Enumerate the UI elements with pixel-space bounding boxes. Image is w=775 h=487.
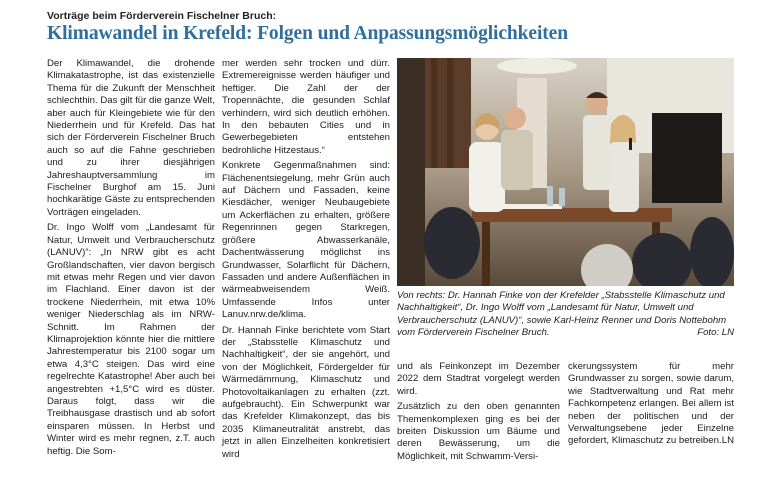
article-headline: Klimawandel in Krefeld: Folgen und Anpassungsmöglichkeiten [47, 23, 568, 44]
caption-text: Von rechts: Dr. Hannah Finke von der Krefelder „Stabsstelle Klimaschutz und Nachhaltigkeit“, Dr. Ingo Wolff vom „Landesamt für Natur, Umwelt und Verbraucherschutz (LANUV)“, sowie Karl-Heinz Renner und Doris Nottebohm vom Förderverein Fischelner Bruch. [397, 290, 727, 339]
paragraph [568, 361, 734, 448]
paragraph: Der Klimawandel, die drohende Klimakatastrophe, ist das existenzielle Thema für die Zukunft der Menschheit schlechthin. Das gilt für die ganze Welt, aber auch für Kleingebiete wie für den Niederrhein und für Krefeld. Das hat sich der Förderverein Fischelner Bruch auch so auf die Fahne geschrieben und zu ihrer diesjährigen Jahreshauptversammlung im Fischelner Burghof am 15. Juni hochkarätige Gäste zu entsprechenden Vorträgen eingeladen. [47, 58, 215, 218]
paragraph-text: ckerungssystem für mehr Grundwasser zu sorgen, sowie darum, wie Stadtverwaltung und Rat mehr Fachkompetenz erlangen. Bei allem ist neben der politischen und der Verwaltungsebene jeder Einzelne gefordert, Klimaschutz zu betreiben. [568, 361, 734, 447]
paragraph: mer werden sehr trocken und dürr. Extremereignisse werden häufiger und heftiger. Die Zahl der der Tropennächte, die gesunden Schlaf verhindern, wird sich deutlich erhöhen. In den bebauten Cities und in Gewerbegebieten entstehen bedrohliche Hitzestaus.“ [222, 58, 390, 156]
article-kicker: Vorträge beim Förderverein Fischelner Bruch: [47, 10, 277, 22]
paragraph: Dr. Hannah Finke berichtete vom Start der „Stabsstelle Klimaschutz und Nachhaltigkeit“, der sie angehört, und von der Möglichkeit, Fördergelder für Wärmedämmung, Klimaschutz und Photovoltaikanlagen zu erhalten (zzt. aufgebraucht). Ein Schwerpunkt war das Krefelder Klimakonzept, das bis 2035 Klimaneutralität anstrebt, das jetzt in allen Einzelheiten konkretisiert wird [222, 324, 390, 460]
paragraph: Zusätzlich zu den oben genannten Themenkomplexen ging es bei der breiten Diskussion um Bäume und deren Bewässerung, um die Möglichkeit, mit Schwamm-Versi- [397, 401, 560, 462]
paragraph: Konkrete Gegenmaßnahmen sind: Flächenentsiegelung, mehr Grün auch auf Dächern und Fassaden, keine Kiesdächer, weniger Neubaugebiete um Ackerflächen zu erhalten, größere Regenrinnen gegen Starkregen, größere Abwasserkanäle, Dachentwässerung möglichst ins Grundwasser, Solarflicht für Dächern, Fassaden und andere Außenflächen in wärmeabweisendem Weiß. Umfassende Infos unter Lanuv.nrw.de/klima. [222, 160, 390, 321]
text-column-1 [47, 58, 215, 461]
event-photo [397, 58, 734, 286]
text-column-2 [222, 58, 390, 464]
author-signature: LN [721, 435, 734, 447]
paragraph: und als Feinkonzept im Dezember 2022 dem Stadtrat vorgelegt werden wird. [397, 361, 560, 397]
photo-caption [397, 290, 734, 340]
paragraph: Dr. Ingo Wolff vom „Landesamt für Natur, Umwelt und Verbraucherschutz (LANUV)“: „In NRW gibt es acht Großlandschaften, vier davon bergisch mit etwas mehr Regen und vier davon im Flachland. Einer davon ist der trockene Niederrhein, mit etwa 10% weniger Niederschlag als im NRW-Schnitt. Im Rahmen der Klimaprojektion könnte hier die mittlere Jahrestemperatur bis 2100 sogar um etwa 4,3°C steigen. Das wird eine regelrechte Katastrophe! Aber auch bei angestrebten +1,5°C wird es düster. Daraus folgt, dass wir die Treibhausgase drastisch und ab sofort einsparen müssen. In Herbst und Winter wird es mehr regnen, z.T. auch heftig. Die Som- [47, 222, 215, 457]
photo-credit: Foto: LN [697, 327, 734, 339]
photo-illustration [397, 58, 734, 286]
text-column-3 [397, 361, 560, 466]
text-column-4 [568, 361, 734, 451]
